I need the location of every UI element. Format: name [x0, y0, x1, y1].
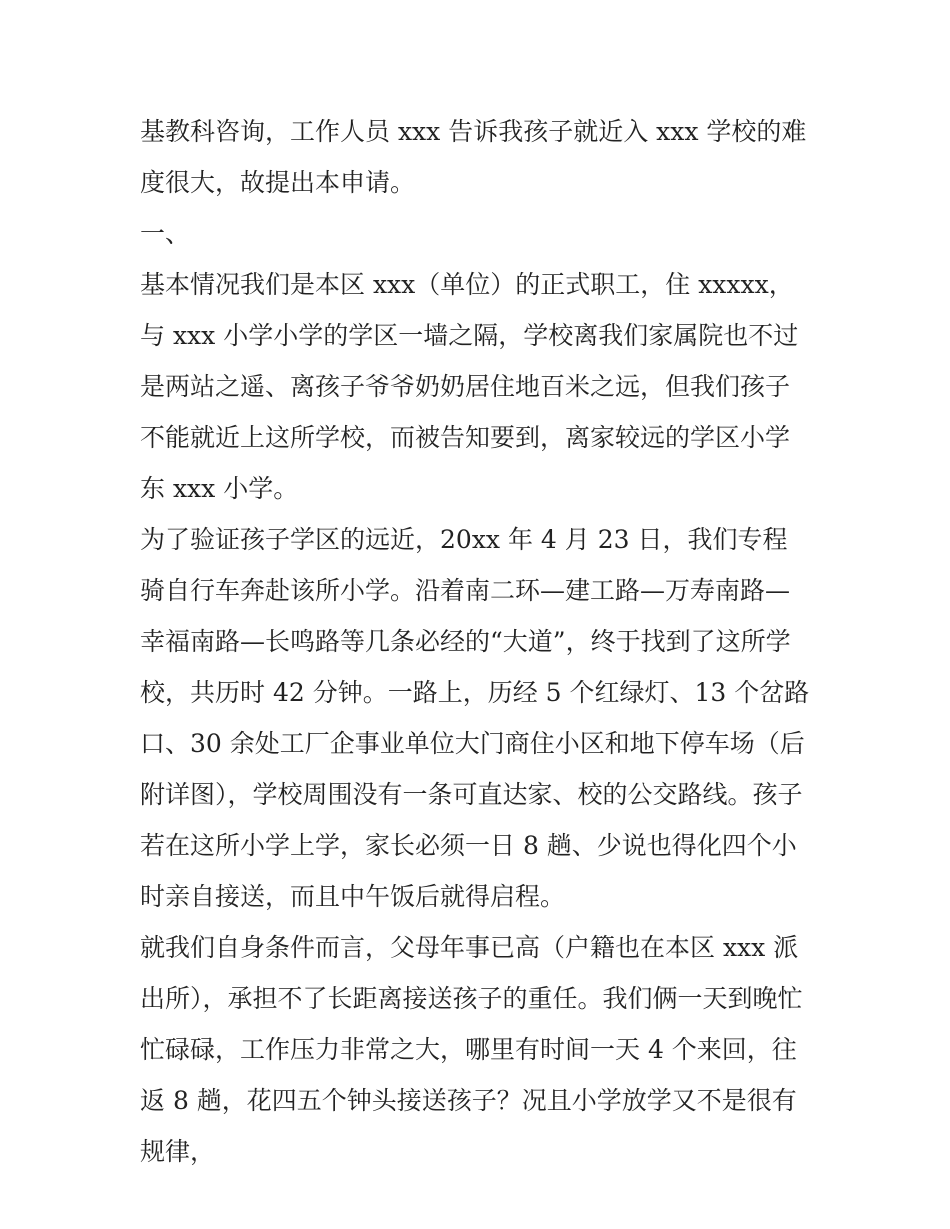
paragraph-4: 为了验证孩子学区的远近，20xx 年 4 月 23 日，我们专程骑自行车奔赴该所小学。沿着南二环—建工路—万寿南路—幸福南路—长鸣路等几条必经的“大道”，终于找到了这所学校，共历时 42 分钟。一路上，历经 5 个红绿灯、13 个岔路口、30 余处工厂企事业单位大门商住小区和地下停车场（后附详图），学校周围没有一条可直达家、校的公交路线。孩子若在这所小学上学，家长必须一日 8 趟、少说也得化四个小时亲自接送，而且中午饭后就得启程。 — [140, 525, 810, 911]
paragraph-2-heading: 一、 — [140, 219, 191, 248]
paragraph-3: 基本情况我们是本区 xxx（单位）的正式职工，住 xxxxx，与 xxx 小学小学的学区一墙之隔，学校离我们家属院也不过是两站之遥、离孩子爷爷奶奶居住地百米之远，但我们孩子不能就近上这所学校，而被告知要到，离家较远的学区小学东 xxx 小学。 — [140, 270, 799, 503]
document-body — [140, 106, 812, 1177]
paragraph-5: 就我们自身条件而言，父母年事已高（户籍也在本区 xxx 派出所），承担不了长距离接送孩子的重任。我们俩一天到晚忙忙碌碌，工作压力非常之大，哪里有时间一天 4 个来回，往返 8 趟，花四五个钟头接送孩子？况且小学放学又不是很有规律， — [140, 933, 803, 1166]
paragraph-1: 基教科咨询，工作人员 xxx 告诉我孩子就近入 xxx 学校的难度很大，故提出本申请。 — [140, 117, 807, 197]
